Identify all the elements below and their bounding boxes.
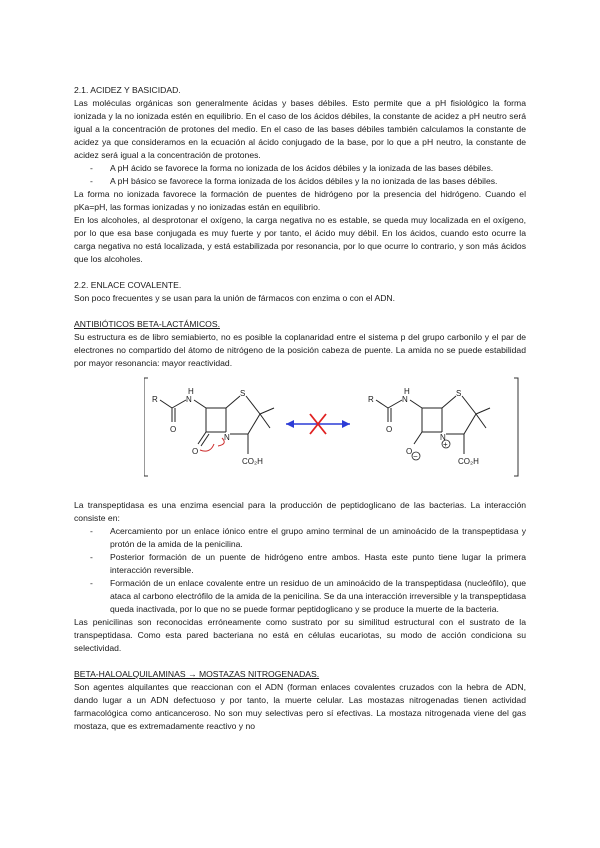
label-h: H xyxy=(404,387,410,396)
paragraph: La transpeptidasa es una enzima esencial para la producción de peptidoglicano de las bacterias. La interacción consiste en: xyxy=(74,500,526,523)
label-co2h: CO₂H xyxy=(242,457,263,466)
list-item: - Acercamiento por un enlace iónico entre el grupo amino terminal de un aminoácido de la transpeptidasa y protón de la amida de la penicilina. xyxy=(90,525,526,551)
list-item: - A pH ácido se favorece la forma no ionizada de los ácidos débiles y la ionizada de las bases débiles. xyxy=(90,162,526,175)
paragraph: Las penicilinas son reconocidas erróneamente como sustrato por su similitud estructural con el sustrato de la transpeptidasa. Como esta pared bacteriana no está en células eucariotas, su modo de acción condiciona su selectividad. xyxy=(74,617,526,653)
label-h: H xyxy=(188,387,194,396)
resonance-arrow-crossed xyxy=(286,414,350,434)
paragraph: La forma no ionizada favorece la formación de puentes de hidrógeno por la presencia del hidrógeno. Cuando el pKa=pH, las formas ionizadas y no ionizadas están en equilibrio. xyxy=(74,189,526,212)
paragraph: Son agentes alquilantes que reaccionan con el ADN (forman enlaces covalentes cruzados con la hebra de ADN, dando lugar a un ADN defectuoso y por tanto, la muerte celular. Las mostazas nitrogenadas tienen actividad farmacológica como anticanceroso. No son muy selectivas pero sí efectivas. La mostaza nitrogenada viene del gas mostaza, que es extremadamente reactivo y no xyxy=(74,682,526,731)
penicillin-structure-left xyxy=(160,396,274,454)
label-n-ring: N xyxy=(440,433,446,442)
label-o: O xyxy=(170,425,177,434)
section-heading-mostazas: BETA-HALOALQUILAMINAS → MOSTAZAS NITROGENADAS. xyxy=(74,669,320,679)
chemical-structure-diagram xyxy=(144,372,524,484)
bullet-list xyxy=(74,162,526,188)
label-o-carbonyl: O xyxy=(406,447,413,456)
paragraph: Son poco frecuentes y se usan para la unión de fármacos con enzima o con el ADN. xyxy=(74,293,396,303)
label-o-carbonyl: O xyxy=(192,447,199,456)
bullet-list xyxy=(74,525,526,616)
label-s: S xyxy=(456,389,462,398)
paragraph: Su estructura es de libro semiabierto, no es posible la coplanaridad entre el sistema p del grupo carbonilo y el par de electrones no compartido del átomo de nitrógeno de la posición cabeza de puente. La amida no se puede estabilidad por mayor resonancia: mayor reactividad. xyxy=(74,332,526,368)
paragraph: En los alcoholes, al desprotonar el oxígeno, la carga negativa no es estable, se queda muy localizada en el oxígeno, por lo que esa base conjugada es muy fuerte y por tanto, el ácido muy débil. En los ácidos, cuando esto ocurre la carga negativa no está localizada, y está estabilizada por resonancia, por lo que ocurre lo contrario, y son más ácidos que los alcoholes. xyxy=(74,215,526,264)
penicillin-resonance-figure xyxy=(74,372,526,484)
positive-charge: + xyxy=(443,440,448,449)
section-heading-acidez: 2.1. ACIDEZ Y BASICIDAD. xyxy=(74,85,181,95)
section-heading-enlace-covalente: 2.2. ENLACE COVALENTE. xyxy=(74,280,182,290)
paragraph: Las moléculas orgánicas son generalmente ácidas y bases débiles. Esto permite que a pH fisiológico la forma ionizada y la no ionizada estén en equilibrio. En el caso de los ácidos débiles, la constante de acidez a pH neutro será igual a la concentración de protones del medio. En el caso de las bases débiles también calculamos la constante de acidez ya que consideramos en la ecuación al ácido conjugado de la base, por lo que a pH neutro, la constante de acidez será igual a la concentración de protones. xyxy=(74,98,526,160)
left-bracket xyxy=(144,378,148,476)
electron-arrow-curve xyxy=(218,438,224,446)
label-co2h: CO₂H xyxy=(458,457,479,466)
list-item: - A pH básico se favorece la forma ionizada de los ácidos débiles y la no ionizada de las bases débiles. xyxy=(90,175,526,188)
document-page xyxy=(74,84,526,733)
section-heading-betalactamicos: ANTIBIÓTICOS BETA-LACTÁMICOS. xyxy=(74,319,220,329)
list-item: - Formación de un enlace covalente entre un residuo de un aminoácido de la transpeptidasa (nucleófilo), que ataca al carbono electrófilo de la amida de la penicilina. Se da una interacción irreversible y la transpeptidasa queda inactivada, por lo que no se puede formar peptidoglicano y se produce la muerte de la bacteria. xyxy=(90,577,526,616)
penicillin-structure-right xyxy=(376,396,490,454)
list-item: - Posterior formación de un puente de hidrógeno entre ambos. Hasta este punto tiene lugar la primera interacción reversible. xyxy=(90,551,526,577)
label-r: R xyxy=(152,395,158,404)
label-s: S xyxy=(240,389,246,398)
right-bracket xyxy=(514,378,518,476)
label-o: O xyxy=(386,425,393,434)
label-n-ring: N xyxy=(224,433,230,442)
label-n: N xyxy=(186,395,192,404)
label-n: N xyxy=(402,395,408,404)
label-r: R xyxy=(368,395,374,404)
negative-charge: − xyxy=(413,452,418,461)
